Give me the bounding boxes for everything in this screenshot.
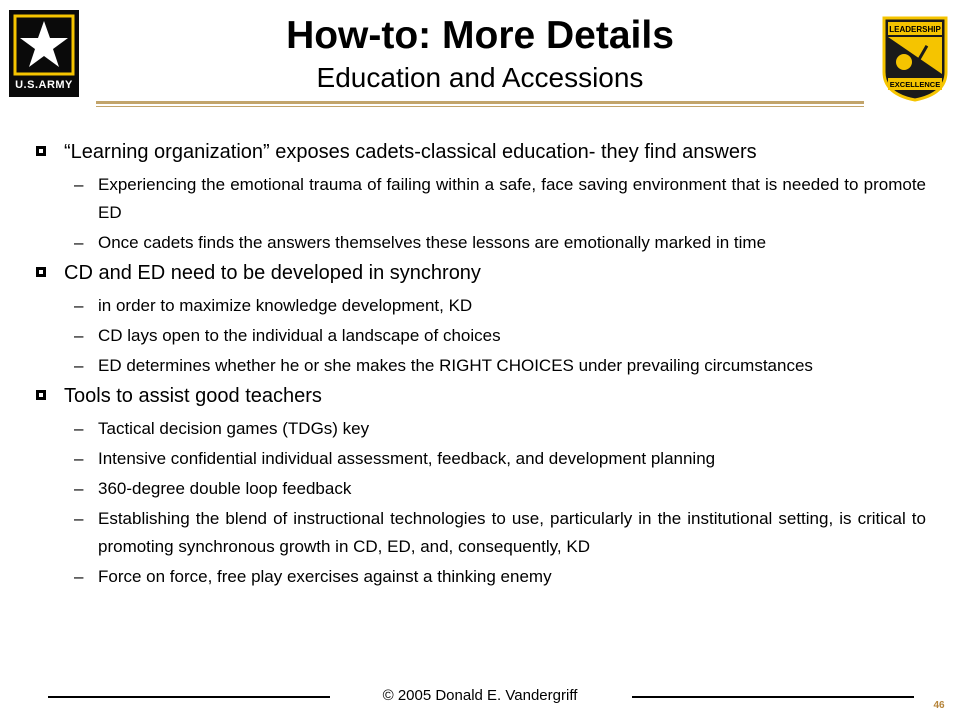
bullet-item [36, 138, 926, 166]
badge-top-text: LEADERSHIP [889, 25, 941, 34]
dash-bullet-icon: – [74, 419, 84, 438]
bullet-item [36, 259, 926, 287]
dash-bullet-icon: – [74, 233, 84, 252]
sub-bullet-item [36, 229, 926, 257]
dash-bullet-icon: – [74, 479, 84, 498]
badge-bottom-text: EXCELLENCE [889, 80, 941, 89]
dash-bullet-icon: – [74, 567, 84, 586]
sub-bullet-text: ED determines whether he or she makes the RIGHT CHOICES under prevailing circumstances [98, 356, 813, 375]
page-subtitle: Education and Accessions [316, 62, 644, 93]
sub-bullet-text: Establishing the blend of instructional technologies to use, particularly in the institutional setting, is critical to promoting synchronous growth in CD, ED, and, consequently, KD [98, 509, 926, 556]
page-number: 46 [933, 700, 945, 711]
sub-bullet-item [36, 563, 926, 591]
bullet-text: CD and ED need to be developed in synchrony [64, 262, 481, 284]
dash-bullet-icon: – [74, 509, 84, 528]
dash-bullet-icon: – [74, 296, 84, 315]
page-title: How-to: More Details [286, 14, 674, 57]
bullet-text: “Learning organization” exposes cadets-classical education- they find answers [64, 141, 757, 163]
dash-bullet-icon: – [74, 326, 84, 345]
dash-bullet-icon: – [74, 449, 84, 468]
army-logo-text: U.S.ARMY [15, 79, 73, 91]
dash-bullet-icon: – [74, 175, 84, 194]
sub-bullet-item [36, 445, 926, 473]
square-bullet-icon [36, 267, 46, 277]
sub-bullet-item [36, 322, 926, 350]
sub-bullet-text: in order to maximize knowledge development, KD [98, 296, 473, 315]
square-bullet-icon [36, 146, 46, 156]
sub-bullet-item [36, 475, 926, 503]
sub-bullet-text: Intensive confidential individual assessment, feedback, and development planning [98, 449, 716, 468]
header-rule-thin [96, 106, 864, 107]
sub-bullet-text: 360-degree double loop feedback [98, 479, 352, 498]
footer-copyright: © 2005 Donald E. Vandergriff [382, 687, 578, 704]
sub-bullet-text: Force on force, free play exercises against a thinking enemy [98, 567, 552, 586]
sub-bullet-item [36, 415, 926, 443]
dash-bullet-icon: – [74, 356, 84, 375]
bullet-text: Tools to assist good teachers [64, 385, 322, 407]
bullet-list [36, 138, 926, 593]
sub-bullet-text: CD lays open to the individual a landscape of choices [98, 326, 501, 345]
sub-bullet-item [36, 171, 926, 227]
sub-bullet-text: Experiencing the emotional trauma of failing within a safe, face saving environment that is needed to promote ED [98, 175, 926, 222]
sub-bullet-item [36, 292, 926, 320]
sub-bullet-item [36, 352, 926, 380]
sub-bullet-text: Tactical decision games (TDGs) key [98, 419, 370, 438]
bullet-item [36, 382, 926, 410]
sub-bullet-item [36, 505, 926, 561]
sub-bullet-text: Once cadets finds the answers themselves these lessons are emotionally marked in time [98, 233, 767, 252]
header-rule [96, 101, 864, 104]
square-bullet-icon [36, 390, 46, 400]
